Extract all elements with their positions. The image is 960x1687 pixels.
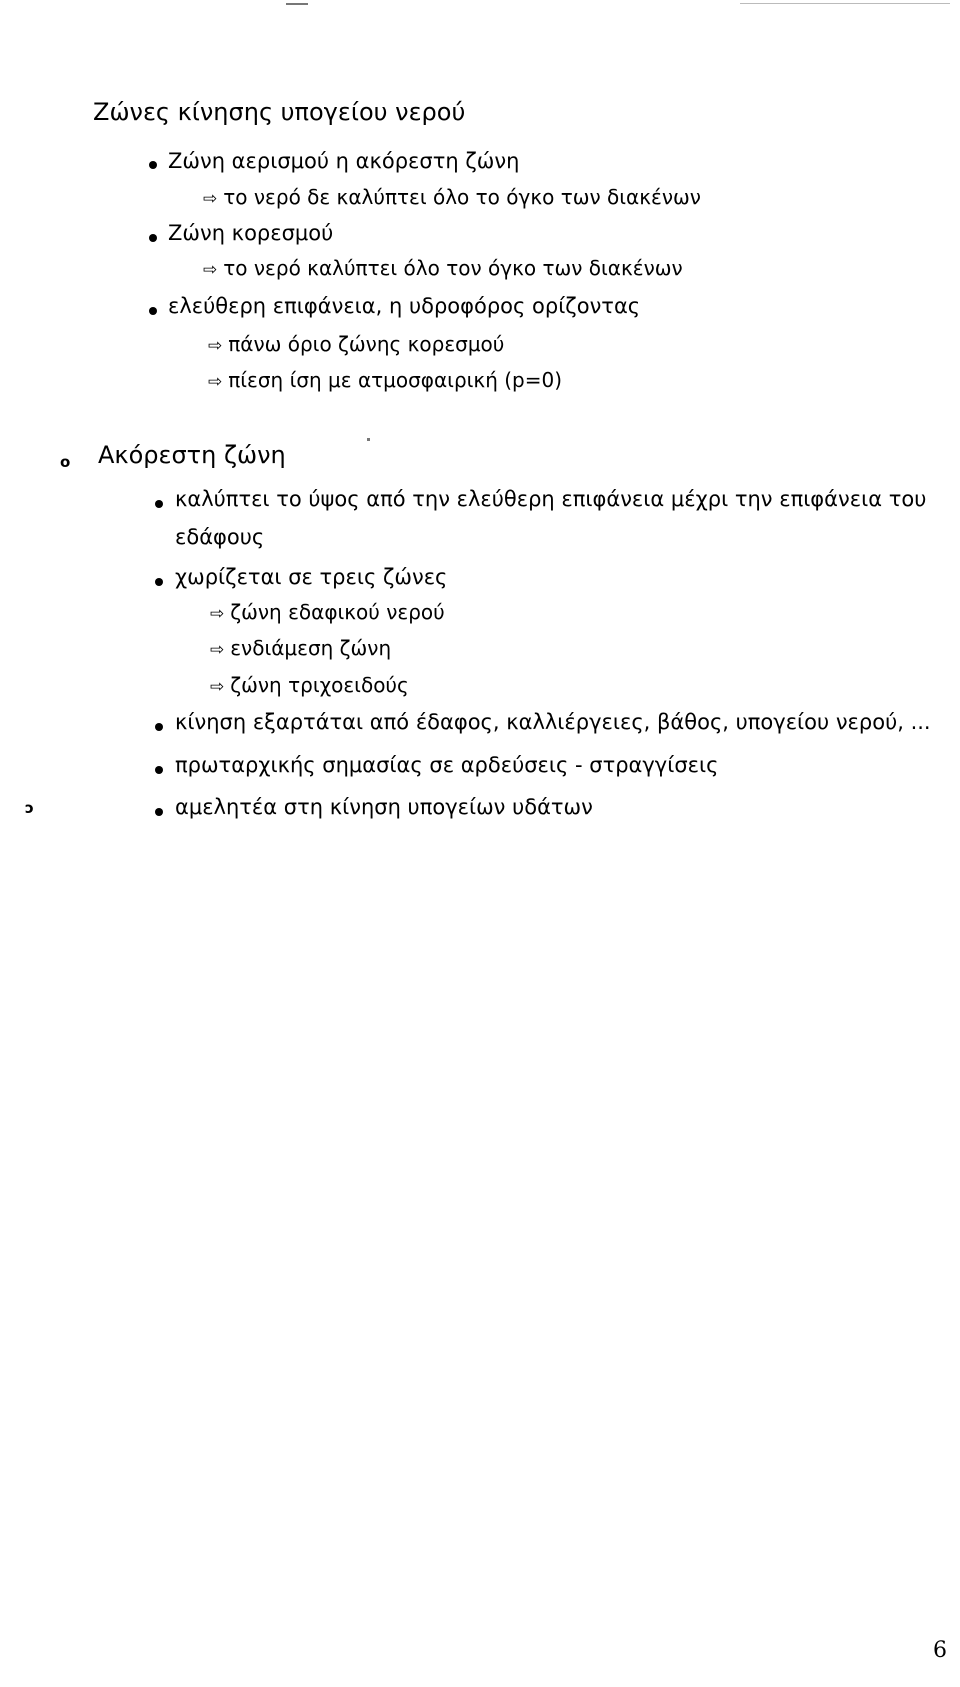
scan-speck — [367, 438, 370, 441]
sub-list-item: ⇨ πάνω όριο ζώνης κορεσμού — [208, 332, 505, 356]
bullet-icon — [155, 578, 163, 586]
arrow-right-icon: ⇨ — [210, 604, 225, 624]
sub-list-item: ⇨ το νερό δε καλύπτει όλο το όγκο των διακένων — [203, 185, 701, 209]
bullet-icon — [155, 808, 163, 816]
margin-mark: o — [60, 453, 71, 471]
page-number: 6 — [933, 1638, 947, 1663]
arrow-right-icon: ⇨ — [208, 372, 223, 392]
section-title: Ακόρεστη ζώνη — [98, 441, 286, 469]
section-title: Ζώνες κίνησης υπογείου νερού — [93, 98, 466, 126]
arrow-right-icon: ⇨ — [203, 189, 218, 209]
list-item: καλύπτει το ύψος από την ελεύθερη επιφάνεια μέχρι την επιφάνεια του — [175, 487, 927, 511]
arrow-right-icon: ⇨ — [210, 640, 225, 660]
bullet-icon — [149, 161, 157, 169]
sub-list-item: ⇨ ζώνη τριχοειδούς — [210, 673, 409, 697]
sub-list-item: ⇨ ζώνη εδαφικού νερού — [210, 600, 445, 624]
scan-speck — [740, 3, 950, 4]
arrow-right-icon: ⇨ — [208, 336, 223, 356]
list-item: χωρίζεται σε τρεις ζώνες — [175, 565, 448, 589]
sub-list-item: ⇨ πίεση ίση με ατμοσφαιρική (p=0) — [208, 368, 563, 392]
arrow-right-icon: ⇨ — [203, 260, 218, 280]
list-item: ελεύθερη επιφάνεια, η υδροφόρος ορίζοντας — [168, 294, 641, 318]
scan-speck — [286, 3, 308, 5]
list-item: πρωταρχικής σημασίας σε αρδεύσεις - στραγγίσεις — [175, 753, 719, 777]
sub-list-item: ⇨ το νερό καλύπτει όλο τον όγκο των διακένων — [203, 256, 683, 280]
sub-list-item: ⇨ ενδιάμεση ζώνη — [210, 636, 392, 660]
bullet-icon — [149, 307, 157, 315]
list-item: αμελητέα στη κίνηση υπογείων υδάτων — [175, 795, 593, 819]
list-item-continuation: εδάφους — [175, 525, 265, 549]
arrow-right-icon: ⇨ — [210, 677, 225, 697]
margin-mark: ɔ — [25, 799, 34, 817]
bullet-icon — [155, 500, 163, 508]
list-item: Ζώνη αερισμού η ακόρεστη ζώνη — [168, 149, 520, 173]
bullet-icon — [155, 766, 163, 774]
bullet-icon — [155, 723, 163, 731]
bullet-icon — [149, 234, 157, 242]
list-item: Ζώνη κορεσμού — [168, 221, 334, 245]
list-item: κίνηση εξαρτάται από έδαφος, καλλιέργειες, βάθος, υπογείου νερού, ... — [175, 710, 931, 734]
